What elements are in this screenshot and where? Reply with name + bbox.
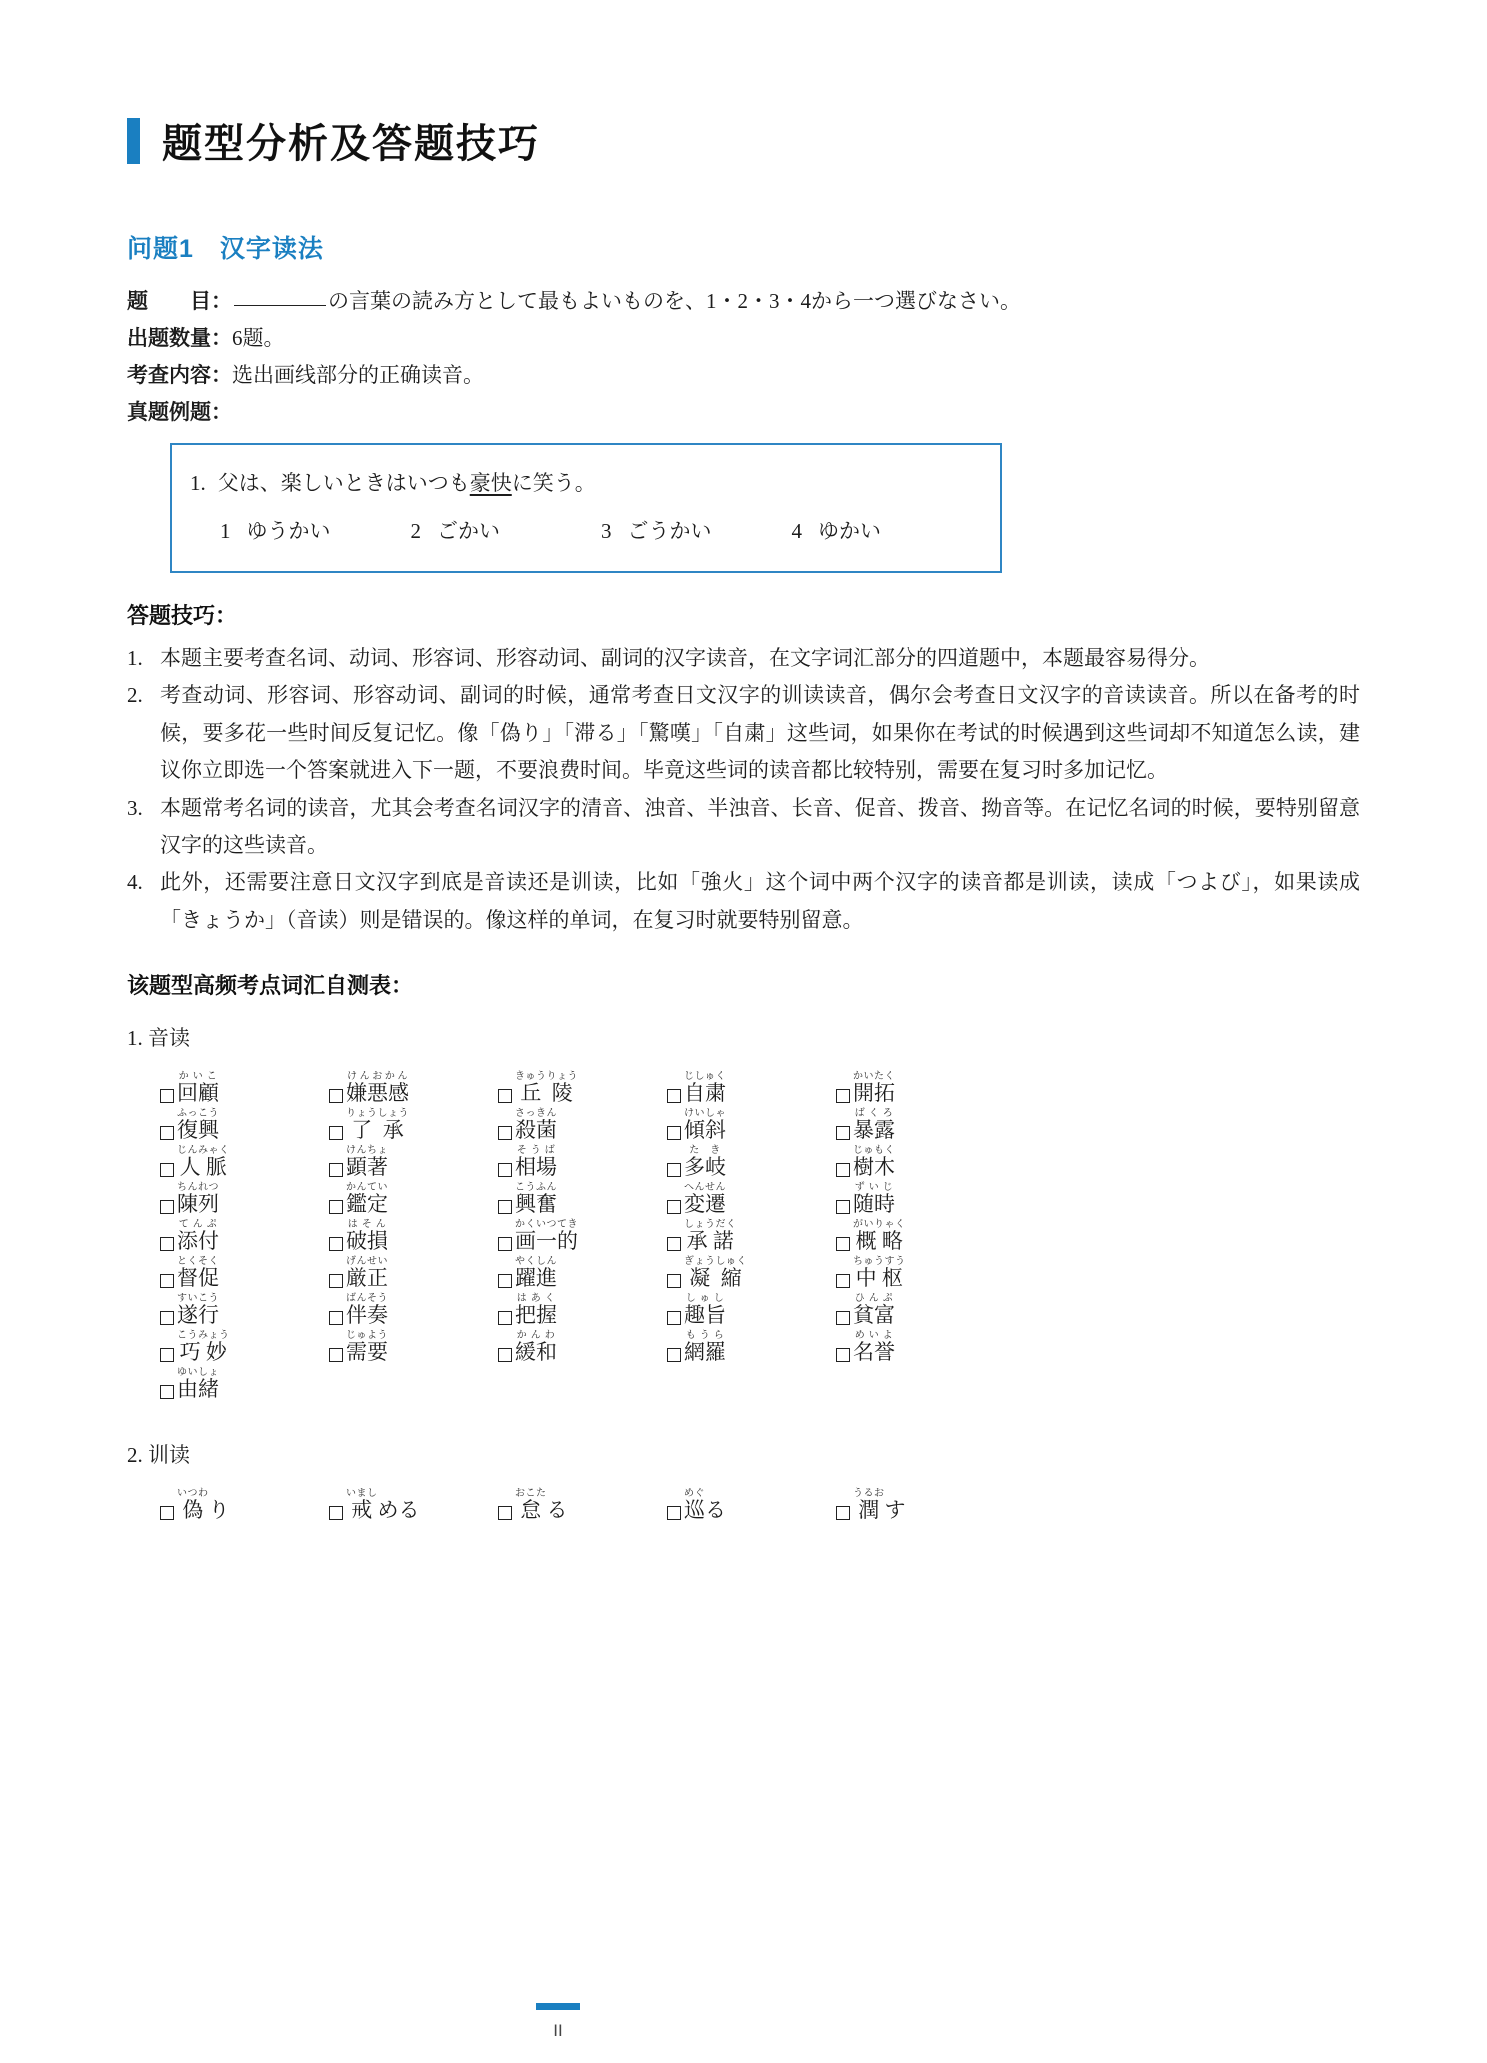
example-sentence xyxy=(190,469,982,497)
checkbox-icon xyxy=(836,1126,850,1140)
tips-list xyxy=(127,640,1360,939)
tip-item: 1. 本题主要考查名词、动词、形容词、形容动词、副词的汉字读音，在文字词汇部分的四道题中，本题最容易得分。 xyxy=(127,646,1210,670)
example-label-row xyxy=(127,394,1360,431)
checkbox-icon xyxy=(498,1348,512,1362)
checkbox-icon xyxy=(667,1237,681,1251)
checkbox-icon xyxy=(160,1089,174,1103)
example-options xyxy=(190,515,982,545)
vocab-word: 中枢ちゅうすう xyxy=(836,1256,1005,1292)
vocab-word: 伴奏ばんそう xyxy=(329,1293,498,1329)
checkbox-icon xyxy=(667,1311,681,1325)
checkbox-icon xyxy=(667,1126,681,1140)
tip-item: 2. 考查动词、形容词、形容动词、副词的时候，通常考查日文汉字的训读读音，偶尔会考查日文汉字的音读读音。所以在备考的时候，要多花一些时间反复记忆。像「偽り」「滞る」「驚嘆」「自粛」这些词，如果你在考试的时候遇到这些词却不知道怎么读，建议你立即选一个答案就进入下一题，不要浪费时间。毕竟这些词的读音都比较特别，需要在复习时多加记忆。 xyxy=(127,683,1360,783)
checkbox-icon xyxy=(498,1237,512,1251)
vocab-word: 添付てんぷ xyxy=(160,1219,329,1255)
checkbox-icon xyxy=(329,1126,343,1140)
footer-accent-bar xyxy=(536,2003,580,2010)
page-number: II xyxy=(553,2021,563,2040)
vocab-word: 顕著けんちょ xyxy=(329,1145,498,1181)
vocab-word: 巡めぐ る xyxy=(667,1488,836,1524)
accent-bar-icon xyxy=(127,118,140,164)
vocab-word: 巧妙こうみょう xyxy=(160,1330,329,1366)
checkbox-icon xyxy=(329,1348,343,1362)
checkbox-icon xyxy=(667,1274,681,1288)
question-label: 题 目： xyxy=(127,290,232,313)
checkbox-icon xyxy=(498,1200,512,1214)
vocab-word: 随時ずいじ xyxy=(836,1182,1005,1218)
example-number: 1. xyxy=(190,471,206,495)
checkbox-icon xyxy=(836,1311,850,1325)
checkbox-icon xyxy=(329,1089,343,1103)
vocab-word: 樹木じゅもく xyxy=(836,1145,1005,1181)
checkbox-icon xyxy=(160,1348,174,1362)
tip-item: 3. 本题常考名词的读音，尤其会考查名词汉字的清音、浊音、半浊音、长音、促音、拨音、拗音等。在记忆名词的时候，要特别留意汉字的这些读音。 xyxy=(127,795,1360,858)
content-row xyxy=(127,357,1360,394)
example-label: 真题例题： xyxy=(127,401,232,424)
answer-option: 4 ゆかい xyxy=(791,519,881,543)
checkbox-icon xyxy=(329,1237,343,1251)
answer-option: 1 ゆうかい xyxy=(220,519,331,543)
vocab-word: 暴露ばくろ xyxy=(836,1108,1005,1144)
vocab-word: 了承りょうしょう xyxy=(329,1108,498,1144)
vocab-word: 躍進やくしん xyxy=(498,1256,667,1292)
checkbox-icon xyxy=(329,1163,343,1177)
checkbox-icon xyxy=(160,1274,174,1288)
vocab-word: 嫌悪感けんおかん xyxy=(329,1071,498,1107)
page-title: 题型分析及答题技巧 xyxy=(162,122,540,166)
vocab-word: 破損はそん xyxy=(329,1219,498,1255)
group-label-kunyomi: 2. 训读 xyxy=(127,1443,190,1468)
sentence-after: に笑う。 xyxy=(511,471,596,495)
page-title-row xyxy=(127,112,1360,169)
checkbox-icon xyxy=(329,1506,343,1520)
checkbox-icon xyxy=(329,1311,343,1325)
vocab-word: 回顧かいこ xyxy=(160,1071,329,1107)
vocab-word: 遂行すいこう xyxy=(160,1293,329,1329)
checkbox-icon xyxy=(836,1163,850,1177)
vocab-word: 陳列ちんれつ xyxy=(160,1182,329,1218)
vocab-word: 承諾しょうだく xyxy=(667,1219,836,1255)
checkbox-icon xyxy=(498,1126,512,1140)
vocab-word: 興奮こうふん xyxy=(498,1182,667,1218)
answer-option: 2 ごかい xyxy=(410,519,500,543)
vocab-grid-onyomi xyxy=(160,1066,1360,1403)
meta-block xyxy=(127,283,1360,431)
vocab-word: 相場そうば xyxy=(498,1145,667,1181)
checkbox-icon xyxy=(667,1506,681,1520)
vocab-word: 網羅もうら xyxy=(667,1330,836,1366)
checkbox-icon xyxy=(836,1200,850,1214)
checkbox-icon xyxy=(498,1089,512,1103)
vocab-word: 多岐たき xyxy=(667,1145,836,1181)
vocab-word: 厳正げんせい xyxy=(329,1256,498,1292)
vocab-word: 自粛じしゅく xyxy=(667,1071,836,1107)
question-value xyxy=(232,283,1021,320)
page-footer xyxy=(536,2003,580,2041)
vocab-word: 変遷へんせん xyxy=(667,1182,836,1218)
checkbox-icon xyxy=(667,1200,681,1214)
checkbox-icon xyxy=(160,1126,174,1140)
group-label-onyomi: 1. 音读 xyxy=(127,1026,190,1051)
example-question-box xyxy=(170,443,1002,573)
checkbox-icon xyxy=(836,1237,850,1251)
question-text: の言葉の読み方として最もよいものを、1・2・3・4から一つ選びなさい。 xyxy=(328,289,1021,313)
checkbox-icon xyxy=(836,1348,850,1362)
vocab-word: 督促とくそく xyxy=(160,1256,329,1292)
quantity-label: 出题数量： xyxy=(127,327,232,350)
vocab-word: 傾斜けいしゃ xyxy=(667,1108,836,1144)
content-value: 选出画线部分的正确读音。 xyxy=(232,363,484,387)
checkbox-icon xyxy=(498,1311,512,1325)
vocab-word: 把握はあく xyxy=(498,1293,667,1329)
vocab-word: 名誉めいよ xyxy=(836,1330,1005,1366)
vocab-word: 緩和かんわ xyxy=(498,1330,667,1366)
checkbox-icon xyxy=(329,1200,343,1214)
section-title: 问题1 汉字读法 xyxy=(127,235,324,263)
checkbox-icon xyxy=(160,1506,174,1520)
vocab-group-kunyomi xyxy=(127,1441,1360,1524)
checkbox-icon xyxy=(836,1274,850,1288)
checkbox-icon xyxy=(836,1506,850,1520)
checkbox-icon xyxy=(160,1385,174,1399)
content-label: 考查内容： xyxy=(127,364,232,387)
vocab-word: 殺菌さっきん xyxy=(498,1108,667,1144)
vocab-word: 怠おこた る xyxy=(498,1488,667,1524)
vocab-word: 概略がいりゃく xyxy=(836,1219,1005,1255)
checkbox-icon xyxy=(160,1163,174,1177)
checkbox-icon xyxy=(498,1163,512,1177)
checkbox-icon xyxy=(160,1311,174,1325)
checkbox-icon xyxy=(836,1089,850,1103)
question-row xyxy=(127,283,1360,320)
vocab-word: 潤うるお す xyxy=(836,1488,1005,1524)
vocab-group-onyomi xyxy=(127,1024,1360,1403)
vocab-word: 需要じゅよう xyxy=(329,1330,498,1366)
vocab-word: 鑑定かんてい xyxy=(329,1182,498,1218)
vocab-word: 由緒ゆいしょ xyxy=(160,1367,329,1403)
vocab-word: 開拓かいたく xyxy=(836,1071,1005,1107)
vocab-grid-kunyomi xyxy=(160,1483,1360,1524)
underlined-word: 豪快 xyxy=(469,471,512,495)
sentence-before: 父は、楽しいときはいつも xyxy=(217,471,470,495)
vocab-word: 画一的かくいつてき xyxy=(498,1219,667,1255)
checkbox-icon xyxy=(160,1237,174,1251)
checkbox-icon xyxy=(667,1163,681,1177)
vocab-word: 復興ふっこう xyxy=(160,1108,329,1144)
checkbox-icon xyxy=(329,1274,343,1288)
checkbox-icon xyxy=(498,1506,512,1520)
blank-underline xyxy=(234,304,326,306)
quantity-row xyxy=(127,320,1360,357)
vocab-word: 趣旨しゅし xyxy=(667,1293,836,1329)
vocab-word: 戒いまし める xyxy=(329,1488,498,1524)
vocab-word: 人脈じんみゃく xyxy=(160,1145,329,1181)
vocab-heading: 该题型高频考点词汇自测表： xyxy=(127,973,414,999)
vocab-word: 丘陵きゅうりょう xyxy=(498,1071,667,1107)
answer-option: 3 ごうかい xyxy=(601,519,712,543)
checkbox-icon xyxy=(498,1274,512,1288)
vocab-word: 凝縮ぎょうしゅく xyxy=(667,1256,836,1292)
vocab-word: 貧富ひんぷ xyxy=(836,1293,1005,1329)
tip-item: 4. 此外，还需要注意日文汉字到底是音读还是训读，比如「強火」这个词中两个汉字的读音都是训读，读成「つよび」，如果读成「きょうか」（音读）则是错误的。像这样的单词，在复习时就要特别留意。 xyxy=(127,870,1360,932)
checkbox-icon xyxy=(667,1348,681,1362)
vocab-word: 偽いつわ り xyxy=(160,1488,329,1524)
checkbox-icon xyxy=(160,1200,174,1214)
tips-label: 答题技巧： xyxy=(127,603,238,628)
quantity-value: 6题。 xyxy=(232,326,285,350)
checkbox-icon xyxy=(667,1089,681,1103)
